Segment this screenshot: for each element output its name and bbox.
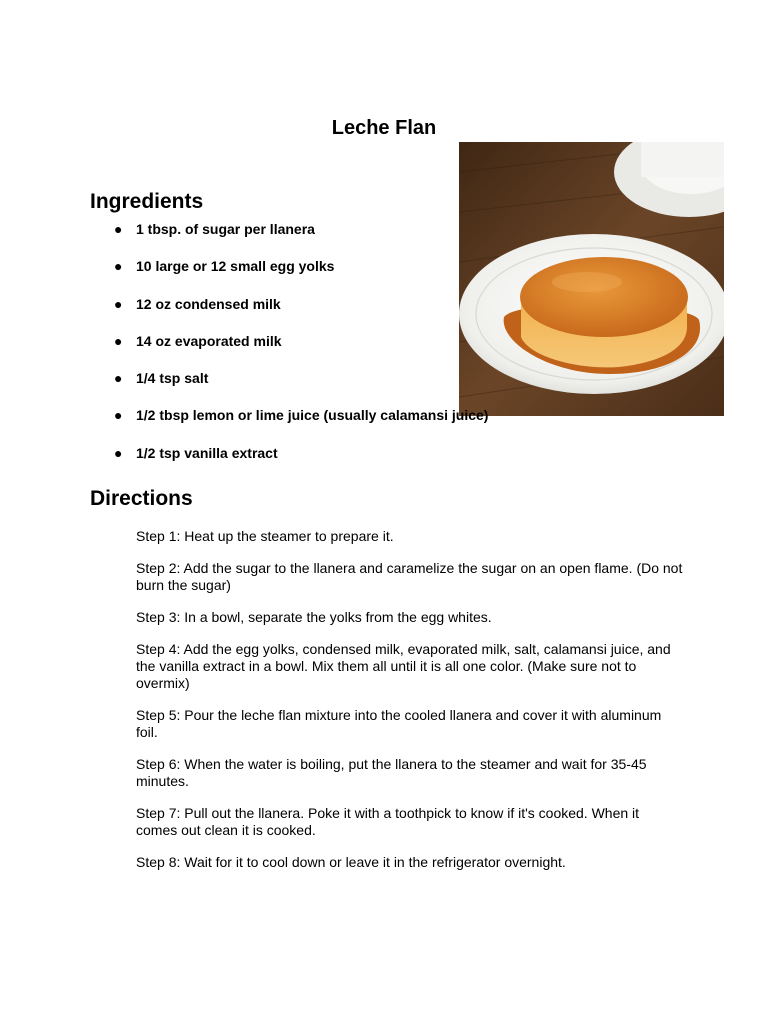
ingredient-text: 1/4 tsp salt	[136, 370, 209, 387]
bullet-icon: ●	[114, 370, 123, 387]
bullet-icon: ●	[114, 221, 123, 237]
list-item	[112, 370, 488, 407]
leche-flan-photo	[459, 142, 724, 416]
list-item	[112, 258, 488, 295]
list-item	[112, 221, 488, 258]
ingredients-list	[112, 221, 488, 482]
direction-step: Step 4: Add the egg yolks, condensed milk, evaporated milk, salt, calamansi juice, and the vanilla extract in a bowl. Mix them all until it is all one color. (Make sure not to overmix)	[136, 641, 671, 691]
ingredient-text: 1/2 tbsp lemon or lime juice (usually calamansi juice)	[136, 407, 489, 424]
direction-step: Step 6: When the water is boiling, put the llanera to the steamer and wait for 35-45 minutes.	[136, 756, 647, 789]
ingredient-text: 12 oz condensed milk	[136, 295, 281, 312]
direction-step: Step 8: Wait for it to cool down or leave it in the refrigerator overnight.	[136, 854, 566, 870]
ingredient-text: 14 oz evaporated milk	[136, 332, 282, 349]
direction-step: Step 5: Pour the leche flan mixture into the cooled llanera and cover it with aluminum foil.	[136, 707, 662, 740]
bullet-icon: ●	[114, 444, 123, 461]
ingredient-text: 10 large or 12 small egg yolks	[136, 258, 335, 275]
bullet-icon: ●	[114, 258, 123, 275]
ingredients-heading: Ingredients	[90, 190, 204, 213]
bullet-icon: ●	[114, 332, 123, 349]
direction-step: Step 7: Pull out the llanera. Poke it with a toothpick to know if it's cooked. When it comes out clean it is cooked.	[136, 805, 640, 838]
flan-photo-icon	[459, 142, 724, 416]
direction-step: Step 3: In a bowl, separate the yolks from the egg whites.	[136, 609, 492, 625]
bullet-icon: ●	[114, 295, 123, 312]
ingredient-text: 1 tbsp. of sugar per llanera	[136, 221, 315, 237]
directions-list	[136, 528, 684, 886]
page-title: Leche Flan	[331, 117, 437, 139]
direction-step: Step 2: Add the sugar to the llanera and caramelize the sugar on an open flame. (Do not burn the sugar)	[136, 560, 683, 593]
ingredient-text: 1/2 tsp vanilla extract	[136, 444, 278, 461]
list-item	[112, 296, 488, 333]
directions-heading: Directions	[90, 487, 193, 510]
list-item	[112, 333, 488, 370]
list-item	[112, 407, 488, 444]
list-item	[112, 445, 488, 482]
direction-step: Step 1: Heat up the steamer to prepare it.	[136, 528, 394, 544]
bullet-icon: ●	[114, 407, 123, 424]
